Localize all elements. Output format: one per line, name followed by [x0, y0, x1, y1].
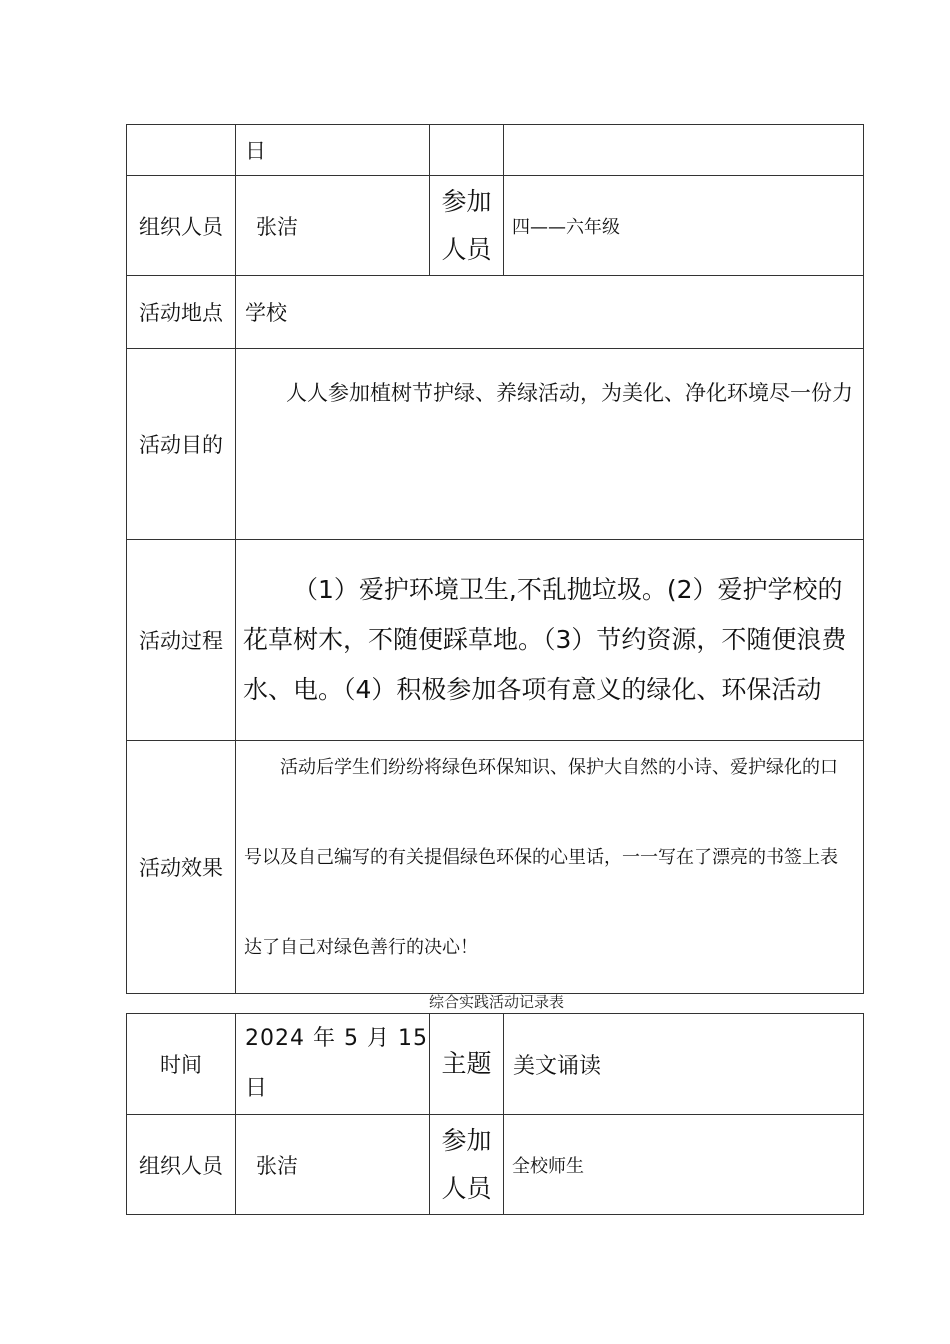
table-row	[127, 276, 864, 349]
purpose-text: 人人参加植树节护绿、养绿活动，为美化、净化环境尽一份力	[286, 381, 853, 405]
place-label: 活动地点	[127, 276, 236, 349]
table-row	[127, 1014, 864, 1115]
time-label: 时间	[127, 1014, 236, 1115]
participants-value: 四——六年级	[504, 176, 864, 276]
table-row	[127, 741, 864, 994]
activity-record-table-1	[126, 124, 864, 994]
process-text: （1）爱护环境卫生,不乱抛垃圾。(2）爱护学校的花草树木，不随便踩草地。（3）节约资源，不随便浪费水、电。（4）积极参加各项有意义的绿化、环保活动	[243, 575, 847, 704]
organizer-value: 张洁	[236, 176, 430, 276]
organizer-label: 组织人员	[127, 1115, 236, 1215]
empty-cell	[430, 125, 504, 176]
organizer-label: 组织人员	[127, 176, 236, 276]
table-row	[127, 125, 864, 176]
participants-label: 参加人员	[430, 176, 504, 276]
table-caption: 综合实践活动记录表	[428, 993, 564, 1011]
theme-label: 主题	[430, 1014, 504, 1115]
effect-text: 活动后学生们纷纷将绿色环保知识、保护大自然的小诗、爱护绿化的口号以及自己编写的有关提倡绿色环保的心里话，一一写在了漂亮的书签上表达了自己对绿色善行的决心！	[244, 757, 838, 958]
table-row	[127, 1115, 864, 1215]
table-row	[127, 540, 864, 741]
activity-record-table-2	[126, 1013, 864, 1215]
participants-label: 参加人员	[430, 1115, 504, 1215]
table-row	[127, 176, 864, 276]
place-value: 学校	[236, 276, 864, 349]
theme-value: 美文诵读	[504, 1014, 864, 1115]
empty-cell	[504, 125, 864, 176]
participants-value: 全校师生	[504, 1115, 864, 1215]
date-continuation: 日	[236, 125, 430, 176]
empty-cell	[127, 125, 236, 176]
process-label: 活动过程	[127, 540, 236, 741]
organizer-value: 张洁	[236, 1115, 430, 1215]
time-value: 2024 年 5 月 15 日	[236, 1014, 430, 1115]
effect-label: 活动效果	[127, 741, 236, 994]
purpose-label: 活动目的	[127, 349, 236, 540]
table-row	[127, 349, 864, 540]
